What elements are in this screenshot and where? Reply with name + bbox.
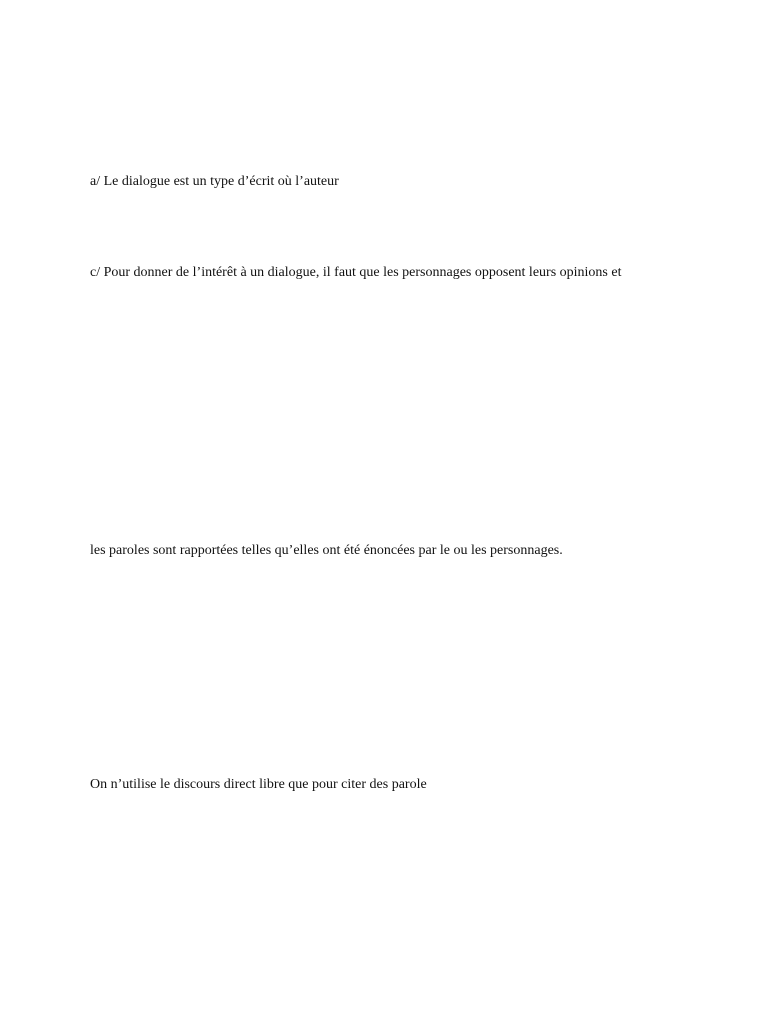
text-line-discours-direct-libre: On n’utilise le discours direct libre que pour citer des parole	[90, 777, 427, 792]
text-line-c-interet: c/ Pour donner de l’intérêt à un dialogue, il faut que les personnages opposent leurs opinions et	[90, 265, 622, 280]
text-line-a-dialogue: a/ Le dialogue est un type d’écrit où l’auteur	[90, 174, 339, 189]
text-line-paroles-rapportees: les paroles sont rapportées telles qu’elles ont été énoncées par le ou les personnages.	[90, 543, 563, 558]
